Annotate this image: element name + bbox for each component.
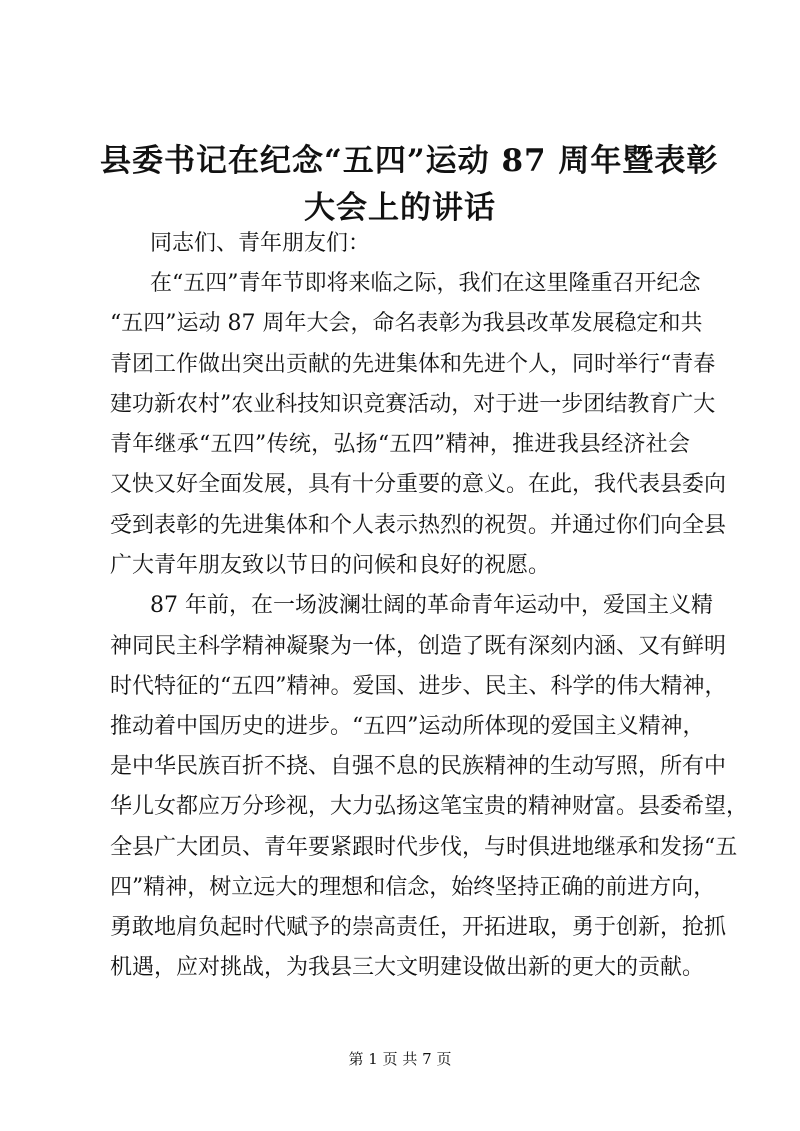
- paragraph-2-line: 神同民主科学精神凝聚为一体，创造了既有深刻内涵、又有鲜明: [110, 634, 727, 659]
- page-number-footer: 第 1 页 共 7 页: [348, 1050, 452, 1068]
- paragraph-1-line: 青团工作做出突出贡献的先进集体和先进个人，同时举行“青春: [110, 352, 716, 377]
- paragraph-2-line: 是中华民族百折不挠、自强不息的民族精神的生动写照，所有中: [110, 754, 727, 779]
- paragraph-2-line: 推动着中国历史的进步。“五四”运动所体现的爱国主义精神，: [110, 714, 705, 739]
- paragraph-2-line: 87 年前，在一场波澜壮阔的革命青年运动中，爱国主义精: [150, 593, 713, 618]
- paragraph-1-line: 又快又好全面发展，具有十分重要的意义。在此，我代表县委向: [110, 472, 727, 497]
- paragraph-1-line: 青年继承“五四”传统，弘扬“五四”精神，推进我县经济社会: [110, 432, 690, 457]
- paragraph-1-line: 受到表彰的先进集体和个人表示热烈的祝贺。并通过你们向全县: [110, 513, 727, 538]
- paragraph-1-line: “五四”运动 87 周年大会，命名表彰为我县改革发展稳定和共: [110, 311, 703, 336]
- paragraph-2-line: 华儿女都应万分珍视，大力弘扬这笔宝贵的精神财富。县委希望，: [110, 794, 749, 819]
- document-title-line-2: 大会上的讲话: [304, 190, 496, 226]
- paragraph-2-line: 机遇，应对挑战，为我县三大文明建设做出新的更大的贡献。: [110, 955, 705, 980]
- paragraph-1-line: 在“五四”青年节即将来临之际，我们在这里隆重召开纪念: [150, 271, 701, 296]
- salutation: 同志们、青年朋友们：: [150, 231, 371, 256]
- document-title-line-1: 县委书记在纪念“五四”运动 87 周年暨表彰: [100, 143, 719, 179]
- paragraph-1-line: 广大青年朋友致以节日的问候和良好的祝愿。: [110, 553, 551, 578]
- paragraph-2-line: 时代特征的“五四”精神。爱国、进步、民主、科学的伟大精神，: [110, 674, 727, 699]
- paragraph-1-line: 建功新农村”农业科技知识竞赛活动，对于进一步团结教育广大: [110, 392, 716, 417]
- paragraph-2-line: 四”精神，树立远大的理想和信念，始终坚持正确的前进方向，: [110, 875, 716, 900]
- paragraph-2-line: 全县广大团员、青年要紧跟时代步伐，与时俱进地继承和发扬“五: [110, 835, 738, 860]
- paragraph-2-line: 勇敢地肩负起时代赋予的崇高责任，开拓进取，勇于创新，抢抓: [110, 915, 727, 940]
